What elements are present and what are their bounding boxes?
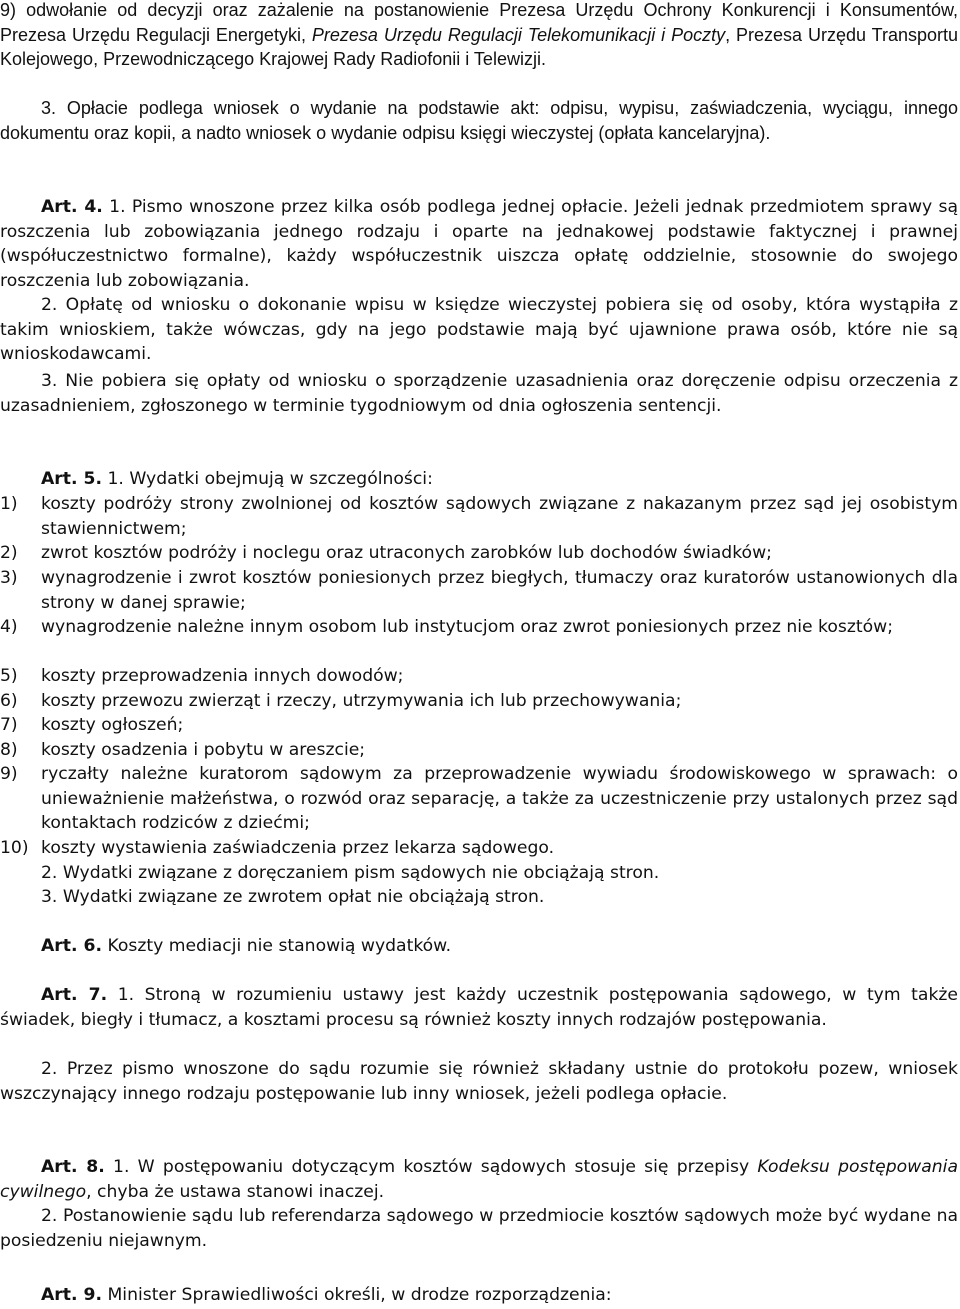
list-item-number: 4) <box>0 617 18 637</box>
list-item-text: koszty podróży strony zwolnionej od kosztów sądowych związane z nakazanym przez sąd jej osobistym stawiennictwem; <box>41 494 958 539</box>
paragraph-3-intro: 3. Opłacie podlega wniosek o wydanie na podstawie akt: odpisu, wypisu, zaświadczenia, wyciągu, innego dokumentu oraz kopii, a nadto wniosek o wydanie odpisu księgi wieczystej (opłata kancelaryjna). <box>0 98 958 143</box>
list-item <box>0 566 958 615</box>
list-item <box>0 713 958 738</box>
art8-heading: Art. 8. <box>41 1157 105 1177</box>
art8-p1-text-a: 1. W postępowaniu dotyczącym kosztów sądowych stosuje się przepisy <box>104 1157 758 1177</box>
art4-p1-text: 1. Pismo wnoszone przez kilka osób podlega jednej opłacie. Jeżeli jednak przedmiotem sprawy są roszczenia lub zobowiązania jednego rodzaju i oparte na jednakowej podstawie faktycznej i prawnej (współuczestnictwo formalne), każdy współuczestnik uiszcza opłatę oddzielnie, stosownie do swojego roszczenia lub zobowiązania. <box>0 197 958 291</box>
list-item-text: wynagrodzenie należne innym osobom lub instytucjom oraz zwrot poniesionych przez nie kosztów; <box>41 617 893 637</box>
list-item-text: wynagrodzenie i zwrot kosztów poniesionych przez biegłych, tłumaczy oraz kuratorów ustanowionych dla strony w danej sprawie; <box>41 568 958 613</box>
art8-paragraph-2: 2. Postanowienie sądu lub referendarza sądowego w przedmiocie kosztów sądowych może być wydane na posiedzeniu niejawnym. <box>0 1206 958 1251</box>
art7-p1-text: 1. Stroną w rozumieniu ustawy jest każdy uczestnik postępowania sądowego, w tym także świadek, biegły i tłumacz, a kosztami procesu są również koszty innych rodzajów postępowania. <box>0 985 959 1030</box>
item9-text-a: 9) odwołanie od decyzji oraz zażalenie na postanowienie Prezesa Urzędu Ochrony Konkurencji i Konsumentów, Prezesa Urzędu Regulacji Energetyki, <box>0 0 958 45</box>
list-item-number: 1) <box>0 494 18 514</box>
list-item <box>0 689 958 714</box>
art6-paragraph <box>0 934 958 959</box>
list-item-text: koszty przeprowadzenia innych dowodów; <box>41 666 404 686</box>
art7-heading: Art. 7. <box>41 985 108 1005</box>
list-item-9-continued <box>0 0 958 72</box>
list-item <box>0 541 958 566</box>
art8-paragraph-1 <box>0 1155 958 1204</box>
list-item <box>0 738 958 763</box>
list-item-text: koszty osadzenia i pobytu w areszcie; <box>41 740 366 760</box>
art9-text: Minister Sprawiedliwości określi, w drodze rozporządzenia: <box>102 1285 612 1305</box>
list-item-text: zwrot kosztów podróży i noclegu oraz utraconych zarobków lub dochodów świadków; <box>41 543 772 563</box>
list-item-number: 6) <box>0 691 18 711</box>
list-item-number: 2) <box>0 543 18 563</box>
art6-heading: Art. 6. <box>41 936 102 956</box>
item9-text-italic: Prezesa Urzędu Regulacji Telekomunikacji i Poczty <box>311 24 726 45</box>
art5-paragraph-3: 3. Wydatki związane ze zwrotem opłat nie obciążają stron. <box>41 887 545 907</box>
art5-p1-text: 1. Wydatki obejmują w szczególności: <box>102 469 433 489</box>
art8-p1-italic: Kodeksu postępowania cywilnego <box>0 1157 958 1202</box>
art4-paragraph-2: 2. Opłatę od wniosku o dokonanie wpisu w księdze wieczystej pobiera się od osoby, która wystąpiła z takim wnioskiem, także wówczas, gdy na jego podstawie mają być ujawnione prawa osób, które nie są wnioskodawcami. <box>0 295 958 364</box>
art4-paragraph-3: 3. Nie pobiera się opłaty od wniosku o sporządzenie uzasadnienia oraz doręczenie odpisu orzeczenia z uzasadnieniem, zgłoszonego w terminie tygodniowym od dnia ogłoszenia sentencji. <box>0 371 958 416</box>
list-item-text: ryczałty należne kuratorom sądowym za przeprowadzenie wywiadu środowiskowego w sprawach: o unieważnienie małżeństwa, o rozwód oraz separację, a także za uczestniczenie przy ustalonych przez sąd kontaktach rodziców z dziećmi; <box>41 764 958 833</box>
list-item-number: 3) <box>0 568 18 588</box>
art5-paragraph-2: 2. Wydatki związane z doręczaniem pism sądowych nie obciążają stron. <box>41 863 660 883</box>
art7-paragraph-2: 2. Przez pismo wnoszone do sądu rozumie się również składany ustnie do protokołu pozew, wniosek wszczynający innego rodzaju postępowanie lub inny wniosek, jeżeli podlega opłacie. <box>0 1059 958 1104</box>
list-item-text: koszty przewozu zwierząt i rzeczy, utrzymywania ich lub przechowywania; <box>41 691 682 711</box>
art4-paragraph-1 <box>0 195 958 293</box>
list-item <box>0 762 958 836</box>
art8-p1-text-b: , chyba że ustawa stanowi inaczej. <box>86 1181 385 1202</box>
art5-paragraph-1 <box>0 467 958 492</box>
item9-text-b: , Prezesa Urzędu Transportu Kolejowego, Przewodniczącego Krajowej Rady Radiofonii i Telewizji. <box>0 24 959 69</box>
art5-heading: Art. 5. <box>41 469 102 489</box>
list-item-number: 7) <box>0 715 18 735</box>
art4-heading: Art. 4. <box>41 197 103 217</box>
art7-paragraph-1 <box>0 983 958 1032</box>
list-item <box>0 664 958 689</box>
art6-text: Koszty mediacji nie stanowią wydatków. <box>102 936 452 956</box>
list-item-number: 9) <box>0 764 18 784</box>
list-item <box>0 492 958 541</box>
list-item-text: koszty ogłoszeń; <box>41 715 184 735</box>
list-item <box>0 836 958 861</box>
list-item-number: 8) <box>0 740 18 760</box>
art9-heading: Art. 9. <box>41 1285 102 1305</box>
list-item <box>0 615 958 640</box>
list-item-number: 10) <box>0 838 29 858</box>
list-item-text: koszty wystawienia zaświadczenia przez lekarza sądowego. <box>41 838 555 858</box>
list-item-number: 5) <box>0 666 18 686</box>
art9-paragraph <box>0 1283 958 1308</box>
